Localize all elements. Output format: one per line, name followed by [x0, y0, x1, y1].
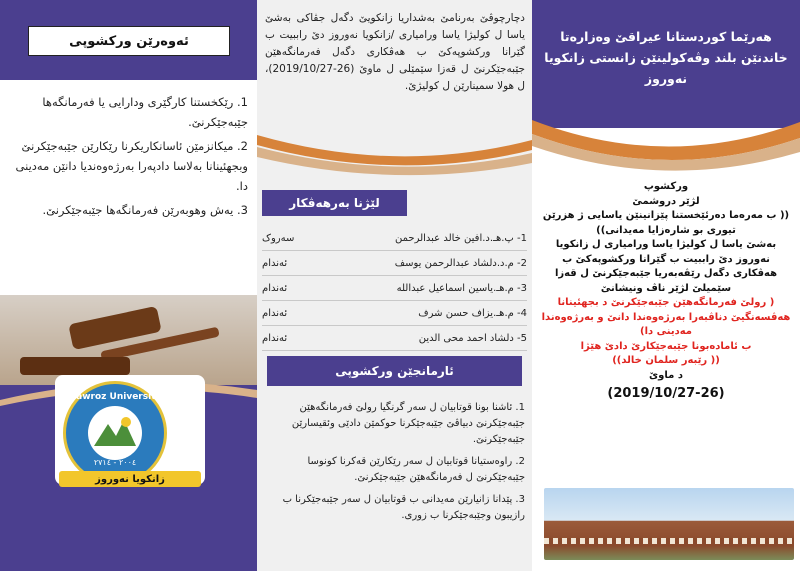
workshop-date: (2019/10/27-26)	[607, 386, 725, 401]
guest-line: ب ئامادەبونا جێبەجێکارێ دادێ هێژا	[580, 340, 752, 352]
workshop-label: ورکشوپ	[643, 181, 689, 192]
committee-member-role: ئەندام	[262, 307, 288, 319]
committee-row	[262, 326, 527, 351]
committee-title: لێژنا بەرهەڤکار	[262, 190, 407, 216]
committee-member-role: ئەندام	[262, 257, 288, 269]
committee-member-name: 2- م.د.دلشاد عبدالرحمن یوسف	[394, 257, 527, 269]
building-windows	[544, 538, 794, 544]
announcement-text: بەشێ یاسا ل کولیژا یاسا ورامیاری ل زانکویا نەوروز دێ راببیت ب گێرانا ورکشوپەکێ ب هەڤکاری دگەل رێڤەبەریا جێبەجێکرنێ ل قەزا سێمیلێ لژێر ناڤ ونیشانێ	[554, 239, 778, 294]
objective-item: 2. راوەستیانا قوتابیان ل سەر رێکارێن قەکرنا کونوسا جێبەجێکرنێ ل فەرمانگەهێن جێبەجێکرنێ.	[307, 456, 525, 483]
axis-item: 1. رێکخستنا کارگێری ودارایی یا فەرمانگەها جێبەجێکرنێ.	[42, 95, 248, 129]
committee-row	[262, 226, 527, 251]
committee-member-role: ئەندام	[262, 332, 288, 344]
committee-member-role: ئەندام	[262, 282, 288, 294]
left-panel	[0, 0, 257, 571]
objective-item: 3. پێدانا زانیارێن مەیدانی ب قوتابیان ل سەر جێبەجێکرنا ب رازیبون وجێبەجێکرنا ب زوری.	[282, 494, 525, 521]
slogan-text: (( ب مەرەما دەرئێخستنا پێزانینێن یاسایی ژ هزرێن تیوری بو شارەزایا مەیدانی))	[542, 210, 790, 236]
committee-row	[262, 276, 527, 301]
objectives-list	[265, 400, 525, 530]
committee-member-name: 5- دلشاد احمد محی الدین	[418, 332, 527, 344]
committee-member-name: 3- م.هـ.یاسین اسماعیل عبدالله	[396, 282, 527, 294]
logo-mountain-icon	[88, 406, 142, 460]
workshop-axes-title: ئەوەرێن ورکشوپی	[28, 26, 230, 56]
objective-item: 1. ئاشنا بونا قوتابیان ل سەر گرنگیا رولێ فەرمانگەهێن جێبەجێکرنێ دبیاڤێ جێبەجێکرنا حوکمێن دادێی وئقیسارێن جێبەجێکرنێ.	[291, 402, 525, 445]
logo-banner: زانکویا نەوروز	[59, 471, 201, 487]
date-label: د ماوێ	[649, 369, 683, 381]
committee-member-name: 4- م.هـ.یزاف حسن شرف	[418, 307, 527, 319]
committee-member-name: 1- پ.هـ.د.افین خالد عبدالرحمن	[395, 232, 527, 244]
logo-name: Nawroz University	[68, 392, 162, 402]
university-logo	[55, 375, 205, 485]
committee-list	[262, 226, 527, 351]
logo-year: ٢٠٠٤ - ٢٧١٤	[93, 458, 137, 467]
objectives-title: ئارمانجێن ورکشوپی	[267, 356, 522, 386]
middle-swoosh	[257, 125, 532, 180]
logo-seal	[63, 381, 167, 485]
workshop-announcement	[540, 180, 792, 402]
axis-item: 3. یەش وهوبەرێن فەرمانگەها جێبەجێکرنێ.	[42, 203, 248, 217]
header-title: هەرێما کوردستانا عیراقێ وەزارەتا خاندنێن بلند وڤەکولینێن زانستی زانکویا نەوروز	[544, 29, 788, 86]
committee-row	[262, 301, 527, 326]
committee-row	[262, 251, 527, 276]
campus-building-image	[544, 488, 794, 560]
guest-name: (( رێبەر سلمان خالد))	[612, 355, 720, 366]
axis-item: 2. میکانزمێن ئاسانکاریکرنا رێکارێن جێبەجێکرنێ وبجهئینانا بەلاسا دادپەرا بەرژەوەندیا دانێن مەدینی دا.	[15, 139, 248, 193]
workshop-axes-list	[8, 92, 248, 224]
right-panel	[532, 0, 800, 571]
right-swoosh	[532, 112, 800, 172]
workshop-topic: ( رولێ فەرمانگەهێن جێبەجێکرنێ د بجهئینانا هەڤسەنگیێ دناڤبەرا بەرژەوەندا دانێ و بەرژەوەندا مەدینی دا)	[541, 297, 791, 337]
slogan-label: لژێر دروشمێ	[632, 195, 700, 207]
committee-member-role: سەروک	[262, 232, 295, 244]
middle-panel	[257, 0, 532, 571]
intro-paragraph: دچارچوڤێ بەرنامێ بەشداریا زانکویێ دگەل جڤاکی بەشێ یاسا ل کولیژا یاسا ورامیاری /زانکویا نەوروز دێ راببیت ب گێرانا ورکشوپەکێ ب هەڤکاری دگەل فەرمانگەهێن جێبەجێکرنێ ل قەزا سێمێلی ل ماوێ (26-2019/10/27)، ل هولا سمینارێن ل کولیژێ.	[265, 12, 525, 92]
